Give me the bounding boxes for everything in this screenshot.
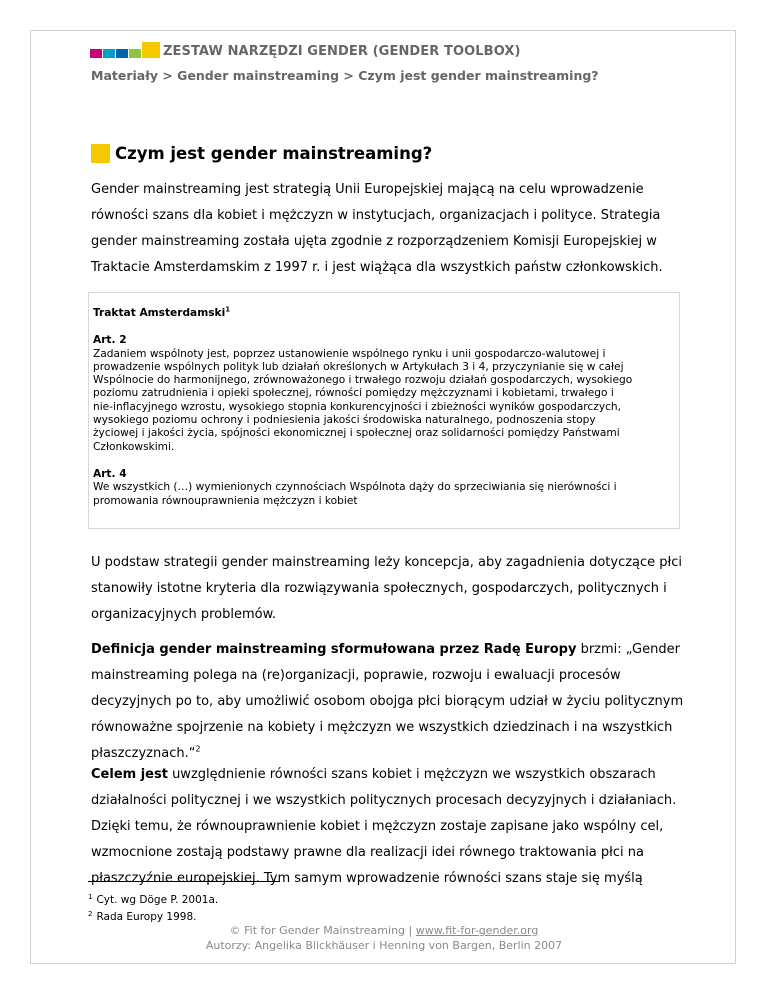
art2-line: poziomu zatrudnienia i opieki społecznej, równości pomiędzy mężczyznami i kobietami, trwałego i (93, 387, 614, 400)
art2-line: Zadaniem wspólnoty jest, poprzez ustanowienie wspólnego rynku i unii gospodarczo-walutowej i (93, 347, 606, 360)
copyright-text: © Fit for Gender Mainstreaming | (229, 924, 416, 937)
definition-rest: brzmi: „Gender (576, 642, 680, 657)
text-line: decyzyjnych po to, aby umożliwić osobom obojga płci biorącym udział w życiu politycznym (91, 694, 684, 709)
art2-line: Wspólnocie do harmonijnego, zrównoważonego i trwałego rozwoju działań gospodarczych, wysokiego (93, 374, 633, 387)
logo-block-yellow (142, 42, 160, 58)
logo-block-magenta (90, 49, 102, 58)
footnote-ref-1: 1 (225, 305, 231, 314)
footnote-text: Rada Europy 1998. (96, 911, 197, 923)
footer-authors: Autorzy: Angelika Blickhäuser i Henning von Bargen, Berlin 2007 (205, 939, 563, 952)
concept-paragraph (91, 550, 691, 628)
art2-line: życiowej i jakości życia, spójności ekonomicznej i społecznej oraz solidarności pomiędzy Państwami (93, 427, 620, 440)
section-heading-text: Czym jest gender mainstreaming? (115, 144, 433, 163)
logo-block-blue (116, 49, 128, 58)
goal-rest: uwzględnienie równości szans kobiet i mężczyzn we wszystkich obszarach (167, 767, 656, 782)
intro-paragraph (91, 177, 691, 281)
text-line: równości szans dla kobiet i mężczyzn w instytucjach, organizacjach i polityce. Strategia (91, 208, 661, 223)
text-line: U podstaw strategii gender mainstreaming leży koncepcja, aby zagadnienia dotyczące płci (91, 555, 683, 570)
footnote-1 (88, 894, 218, 906)
logo-block-green (129, 49, 141, 58)
heading-square-icon (91, 144, 110, 163)
art2-line: prowadzenie wspólnych polityk lub działań określonych w Artykułach 3 i 4, przyczynianie się w całej (93, 360, 624, 373)
text-line: Traktacie Amsterdamskim z 1997 r. i jest wiążąca dla wszystkich państw członkowskich. (91, 260, 663, 275)
text-line (91, 637, 691, 663)
art4-line: We wszystkich (…) wymienionych czynnościach Wspólnota dąży do sprzeciwiania się nierówności i (93, 481, 617, 494)
definition-last: płaszczyznach.“ (91, 746, 196, 761)
text-line: działalności politycznej i we wszystkich politycznych procesach decyzyjnych i działaniach. (91, 793, 677, 808)
text-line: gender mainstreaming została ujęta zgodnie z rozporządzeniem Komisji Europejskiej w (91, 234, 657, 249)
text-line: mainstreaming polega na (re)organizacji, poprawie, rozwoju i ewaluacji procesów (91, 668, 621, 683)
definition-bold: Definicja gender mainstreaming sformułowana przez Radę Europy (91, 642, 577, 657)
art4-line: promowania równouprawnienia mężczyzn i kobiet (93, 494, 358, 507)
art2-line: Członkowskimi. (93, 440, 175, 453)
footnote-ref-2: 2 (195, 744, 201, 754)
footnote-number: 1 (88, 892, 93, 901)
text-line: równoważne spojrzenie na kobiety i mężczyzn we wszystkich dziedzinach i na wszystkich (91, 720, 673, 735)
text-line: płaszczyźnie europejskiej. Tym samym wprowadzenie równości szans staje się myślą (91, 871, 643, 886)
footnote-text: Cyt. wg Döge P. 2001a. (96, 894, 219, 906)
goal-bold: Celem jest (91, 767, 168, 782)
art2-line: nie-inflacyjnego wzrostu, wysokiego stopnia konkurencyjności i zbieżności wyników gospodarczych, (93, 400, 621, 413)
footnote-divider (88, 881, 280, 882)
art2-title: Art. 2 (93, 334, 127, 347)
toolbox-logo (90, 42, 162, 58)
text-line: Gender mainstreaming jest strategią Unii Europejskiej mającą na celu wprowadzenie (91, 182, 644, 197)
text-line (91, 762, 691, 788)
art4-title: Art. 4 (93, 467, 127, 480)
text-line: organizacyjnych problemów. (91, 607, 277, 622)
breadcrumb: Materiały > Gender mainstreaming > Czym jest gender mainstreaming? (91, 68, 599, 83)
website-link[interactable]: www.fit-for-gender.org (415, 924, 539, 937)
treaty-quote-box (88, 292, 680, 529)
text-line: Dzięki temu, że równouprawnienie kobiet i mężczyzn zostaje zapisane jako wspólny cel, (91, 819, 664, 834)
footnote-number: 2 (88, 909, 93, 918)
footnote-2 (88, 911, 196, 923)
footer-copyright (0, 924, 768, 937)
art2-line: wysokiego poziomu ochrony i podniesienia jakości środowiska naturalnego, podnoszenia stopy (93, 414, 596, 427)
goal-paragraph (91, 762, 691, 892)
text-line: wzmocnione zostają podstawy prawne dla realizacji idei równego traktowania płci na (91, 845, 644, 860)
quote-title (93, 307, 671, 320)
text-line: stanowiły istotne kryteria dla rozwiązywania społecznych, gospodarczych, politycznych i (91, 581, 667, 596)
header-title: ZESTAW NARZĘDZI GENDER (GENDER TOOLBOX) (163, 44, 521, 59)
quote-title-text: Traktat Amsterdamski (93, 307, 226, 319)
definition-paragraph (91, 637, 691, 767)
logo-block-cyan (103, 49, 115, 58)
